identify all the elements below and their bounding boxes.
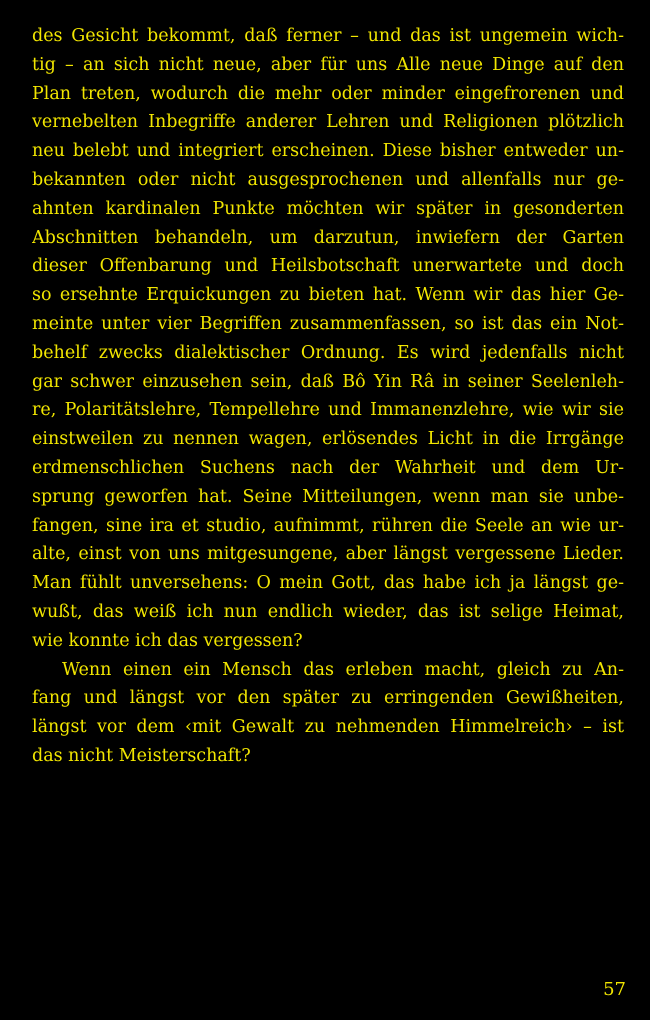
text-line: einstweilen zu nennen wagen, erlösendes Licht in die Irrgänge bbox=[32, 429, 624, 450]
text-line: Plan treten, wodurch die mehr oder minder eingefrorenen und bbox=[32, 83, 624, 104]
paragraph-2 bbox=[32, 656, 624, 771]
text-line: Abschnitten behandeln, um darzutun, inwiefern der Garten bbox=[32, 227, 624, 248]
text-line: gar schwer einzusehen sein, daß Bô Yin Râ in seiner Seelenleh- bbox=[32, 371, 624, 392]
text-line: erdmenschlichen Suchens nach der Wahrheit und dem Ur- bbox=[32, 457, 624, 478]
text-line: meinte unter vier Begriffen zusammenfassen, so ist das ein Not- bbox=[32, 313, 624, 334]
text-line: wußt, das weiß ich nun endlich wieder, das ist selige Heimat, bbox=[32, 601, 624, 622]
paragraph-1 bbox=[32, 22, 624, 656]
text-line: fang und längst vor den später zu erringenden Gewißheiten, bbox=[32, 688, 624, 709]
text-line: re, Polaritätslehre, Tempellehre und Immanenzlehre, wie wir sie bbox=[32, 400, 624, 421]
text-line: neu belebt und integriert erscheinen. Diese bisher entweder un- bbox=[32, 141, 624, 162]
text-line: längst vor dem ‹mit Gewalt zu nehmenden Himmelreich› – ist bbox=[32, 717, 624, 738]
text-line: sprung geworfen hat. Seine Mitteilungen, wenn man sie unbe- bbox=[32, 486, 624, 507]
body-text bbox=[32, 22, 624, 771]
text-line: wie konnte ich das vergessen? bbox=[32, 630, 303, 651]
text-line: alte, einst von uns mitgesungene, aber längst vergessene Lieder. bbox=[32, 544, 624, 565]
text-line: ahnten kardinalen Punkte möchten wir später in gesonderten bbox=[32, 198, 624, 219]
text-line: des Gesicht bekommt, daß ferner – und das ist ungemein wich- bbox=[32, 26, 624, 46]
text-line: fangen, sine ira et studio, aufnimmt, rühren die Seele an wie ur- bbox=[32, 515, 624, 536]
text-line: behelf zwecks dialektischer Ordnung. Es wird jedenfalls nicht bbox=[32, 342, 624, 363]
text-line: dieser Offenbarung und Heilsbotschaft unerwartete und doch bbox=[32, 256, 624, 277]
text-line: tig – an sich nicht neue, aber für uns Alle neue Dinge auf den bbox=[32, 54, 624, 75]
text-line: so ersehnte Erquickungen zu bieten hat. Wenn wir das hier Ge- bbox=[32, 285, 624, 306]
text-line: vernebelten Inbegriffe anderer Lehren und Religionen plötzlich bbox=[32, 112, 624, 133]
text-line: bekannten oder nicht ausgesprochenen und allenfalls nur ge- bbox=[32, 169, 624, 190]
text-line: Wenn einen ein Mensch das erleben macht, gleich zu An- bbox=[62, 659, 624, 680]
text-line: Man fühlt unversehens: O mein Gott, das habe ich ja längst ge- bbox=[32, 573, 624, 594]
text-line: das nicht Meisterschaft? bbox=[32, 745, 251, 766]
page-number: 57 bbox=[603, 979, 626, 1000]
